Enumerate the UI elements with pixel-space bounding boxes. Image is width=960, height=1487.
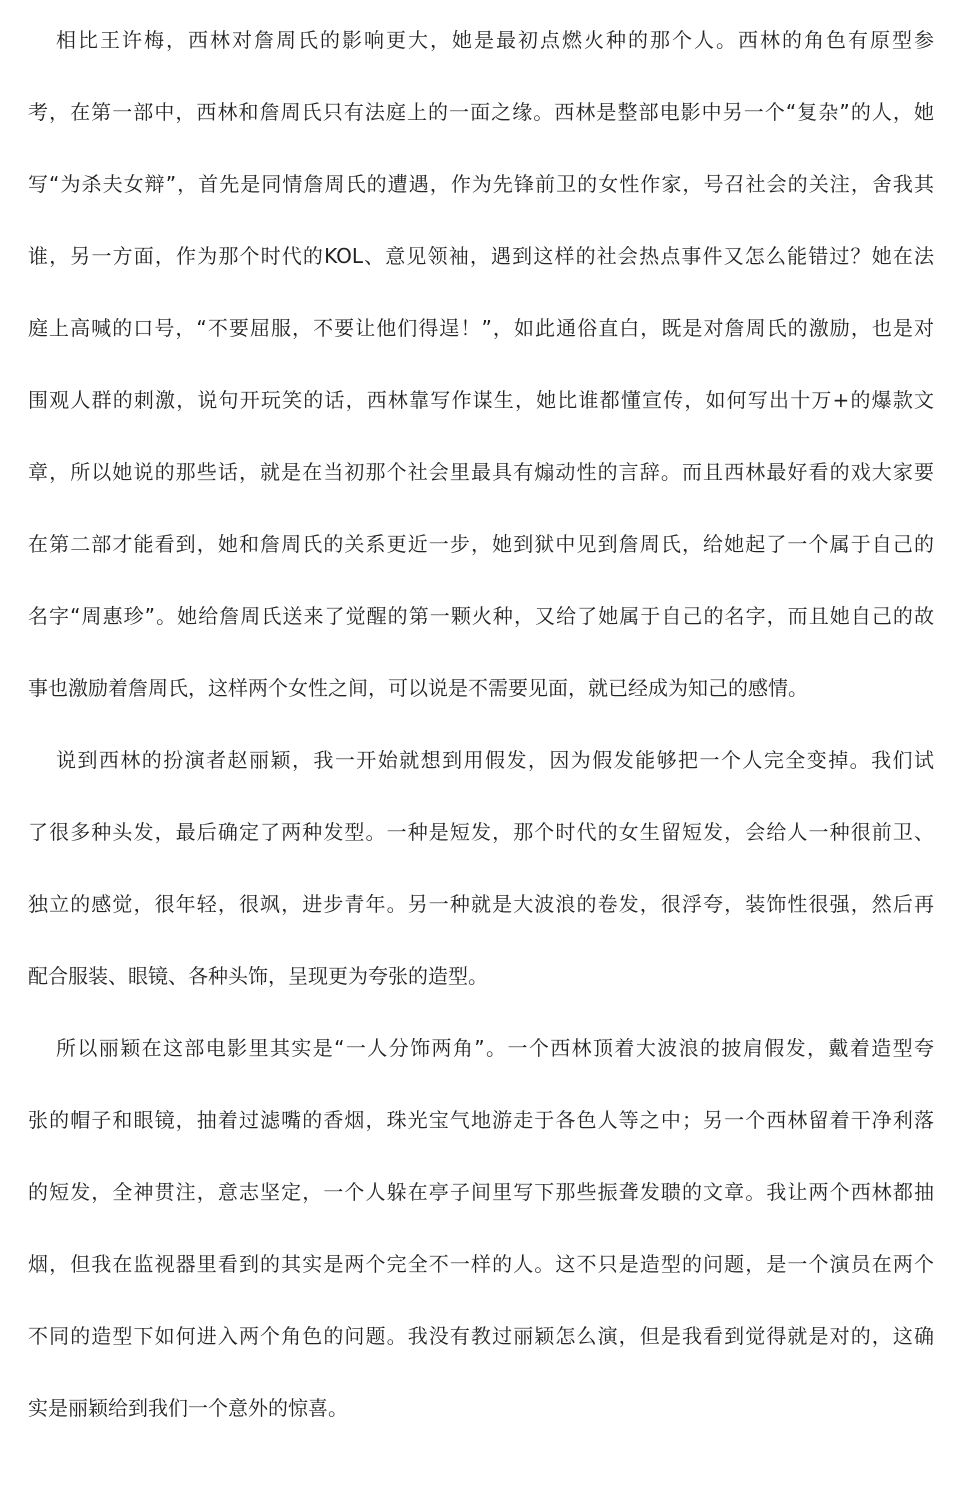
text-line: 在第二部才能看到，她和詹周氏的关系更近一步，她到狱中见到詹周氏，给她起了一个属于自己的 <box>28 532 934 556</box>
text-line: 张的帽子和眼镜，抽着过滤嘴的香烟，珠光宝气地游走于各色人等之中；另一个西林留着干净利落 <box>28 1108 934 1132</box>
text-line: 相比王许梅，西林对詹周氏的影响更大，她是最初点燃火种的那个人。西林的角色有原型参 <box>56 28 934 52</box>
text-line: 不同的造型下如何进入两个角色的问题。我没有教过丽颖怎么演，但是我看到觉得就是对的，这确 <box>28 1324 934 1348</box>
text-line: 写“为杀夫女辩”，首先是同情詹周氏的遭遇，作为先锋前卫的女性作家，号召社会的关注，舍我其 <box>28 172 934 196</box>
text-line: 所以丽颖在这部电影里其实是“一人分饰两角”。一个西林顶着大波浪的披肩假发，戴着造型夸 <box>56 1036 934 1060</box>
paragraph-2 <box>28 742 934 994</box>
text-line: 配合服装、眼镜、各种头饰，呈现更为夸张的造型。 <box>28 964 488 988</box>
text-line: 名字“周惠珍”。她给詹周氏送来了觉醒的第一颗火种，又给了她属于自己的名字，而且她自己的故 <box>28 604 934 628</box>
text-line: 围观人群的刺激，说句开玩笑的话，西林靠写作谋生，她比谁都懂宣传，如何写出十万+的爆款文 <box>28 388 934 412</box>
text-line: 烟，但我在监视器里看到的其实是两个完全不一样的人。这不只是造型的问题，是一个演员在两个 <box>28 1252 934 1276</box>
text-line: 独立的感觉，很年轻，很飒，进步青年。另一种就是大波浪的卷发，很浮夸，装饰性很强，然后再 <box>28 892 934 916</box>
paragraph-1 <box>28 22 934 706</box>
text-line: 了很多种头发，最后确定了两种发型。一种是短发，那个时代的女生留短发，会给人一种很前卫、 <box>28 820 934 844</box>
paragraph-3 <box>28 1030 934 1426</box>
article-body <box>28 22 934 1446</box>
text-line: 说到西林的扮演者赵丽颖，我一开始就想到用假发，因为假发能够把一个人完全变掉。我们试 <box>56 748 934 772</box>
text-line: 谁，另一方面，作为那个时代的KOL、意见领袖，遇到这样的社会热点事件又怎么能错过？她在法 <box>28 244 934 268</box>
text-line: 实是丽颖给到我们一个意外的惊喜。 <box>28 1396 348 1420</box>
text-line: 事也激励着詹周氏，这样两个女性之间，可以说是不需要见面，就已经成为知己的感情。 <box>28 676 808 700</box>
text-line: 章，所以她说的那些话，就是在当初那个社会里最具有煽动性的言辞。而且西林最好看的戏大家要 <box>28 460 934 484</box>
text-line: 的短发，全神贯注，意志坚定，一个人躲在亭子间里写下那些振聋发聩的文章。我让两个西林都抽 <box>28 1180 934 1204</box>
text-line: 庭上高喊的口号，“不要屈服，不要让他们得逞！”，如此通俗直白，既是对詹周氏的激励，也是对 <box>28 316 934 340</box>
text-line: 考，在第一部中，西林和詹周氏只有法庭上的一面之缘。西林是整部电影中另一个“复杂”的人，她 <box>28 100 934 124</box>
